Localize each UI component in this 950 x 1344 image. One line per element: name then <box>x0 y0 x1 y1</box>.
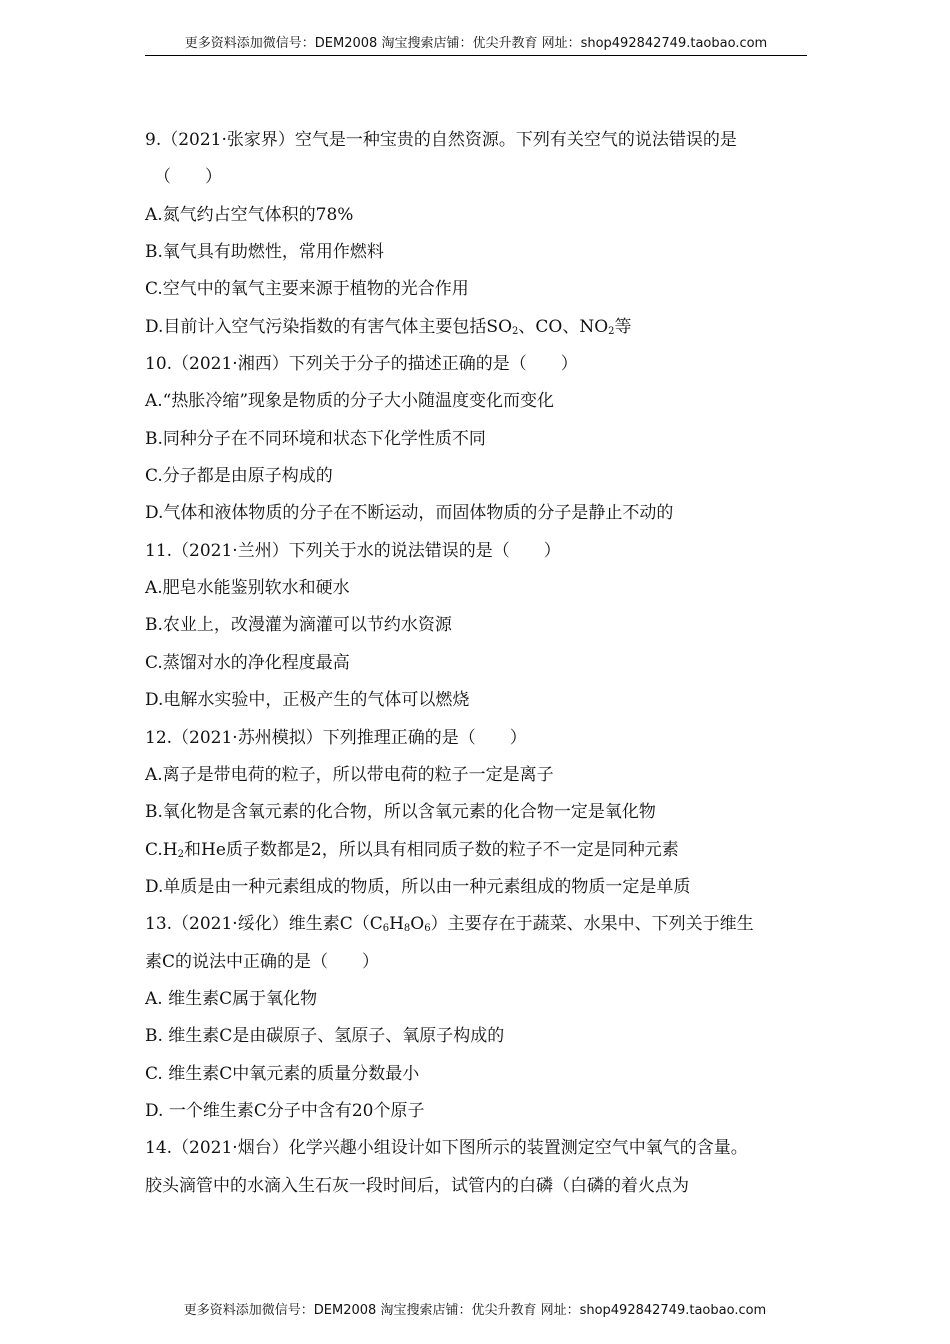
q13-option-b: B. 维生素C是由碳原子、氢原子、氧原子构成的 <box>145 1026 505 1047</box>
q12-option-d: D.单质是由一种元素组成的物质，所以由一种元素组成的物质一定是单质 <box>145 876 691 897</box>
q9-answer-paren: （ ） <box>154 167 222 188</box>
q11-option-a: A.肥皂水能鉴别软水和硬水 <box>145 578 350 599</box>
q12-stem: 12.（2021·苏州模拟）下列推理正确的是（ ） <box>145 727 527 748</box>
q14-stem-continued: 胶头滴管中的水滴入生石灰一段时间后，试管内的白磷（白磷的着火点为 <box>145 1175 689 1196</box>
q11-option-c: C.蒸馏对水的净化程度最高 <box>145 652 350 673</box>
q13-option-d: D. 一个维生素C分子中含有20个原子 <box>145 1100 425 1121</box>
page-header: 更多资料添加微信号：DEM2008 淘宝搜索店铺：优尖升教育 网址：shop492842749.taobao.com <box>145 32 807 56</box>
q12-option-a: A.离子是带电荷的粒子，所以带电荷的粒子一定是离子 <box>145 764 554 785</box>
q11-option-d: D.电解水实验中，正极产生的气体可以燃烧 <box>145 690 470 711</box>
q9-option-b: B.氧气具有助燃性，常用作燃料 <box>145 242 384 263</box>
q13-stem: 13.（2021·绥化）维生素$C(C_6H_8O_6)$主要存在于蔬菜、水果中、下列关于维生 <box>145 914 754 935</box>
q11-option-b: B.农业上，改漫灌为滴灌可以节约水资源 <box>145 615 452 636</box>
q10-option-b: B.同种分子在不同环境和状态下化学性质不同 <box>145 428 486 449</box>
q13-stem-continued: 素C的说法中正确的是（ ） <box>145 951 380 972</box>
q9-option-d: D.目前计入空气污染指数的有害气体主要包括$SO_2$、CO、$NO_2$等 <box>145 316 632 337</box>
q9-option-a: A.氮气约占空气体积的78% <box>145 204 354 225</box>
q13-option-a: A. 维生素C属于氧化物 <box>145 988 318 1009</box>
q14-stem: 14.（2021·烟台）化学兴趣小组设计如下图所示的装置测定空气中氧气的含量。 <box>145 1138 748 1159</box>
q12-option-c: $C.H_2$和He质子数都是2，所以具有相同质子数的粒子不一定是同种元素 <box>145 839 679 860</box>
q9-stem: 9.（2021·张家界）空气是一种宝贵的自然资源。下列有关空气的说法错误的是 <box>145 130 737 150</box>
q12-option-b: B.氧化物是含氧元素的化合物，所以含氧元素的化合物一定是氧化物 <box>145 802 656 823</box>
q10-option-d: D.气体和液体物质的分子在不断运动，而固体物质的分子是静止不动的 <box>145 503 674 524</box>
page-footer: 更多资料添加微信号：DEM2008 淘宝搜索店铺：优尖升教育 网址：shop492842749.taobao.com <box>183 1303 767 1318</box>
q10-option-a: A.“热胀冷缩”现象是物质的分子大小随温度变化而变化 <box>145 391 555 412</box>
q10-stem: 10.（2021·湘西）下列关于分子的描述正确的是（ ） <box>145 354 578 375</box>
q11-stem: 11.（2021·兰州）下列关于水的说法错误的是（ ） <box>145 540 561 561</box>
q9-option-c: C.空气中的氧气主要来源于植物的光合作用 <box>145 279 469 300</box>
question-body <box>145 122 810 1205</box>
q13-option-c: C. 维生素C中氧元素的质量分数最小 <box>145 1063 420 1084</box>
q10-option-c: C.分子都是由原子构成的 <box>145 466 333 487</box>
